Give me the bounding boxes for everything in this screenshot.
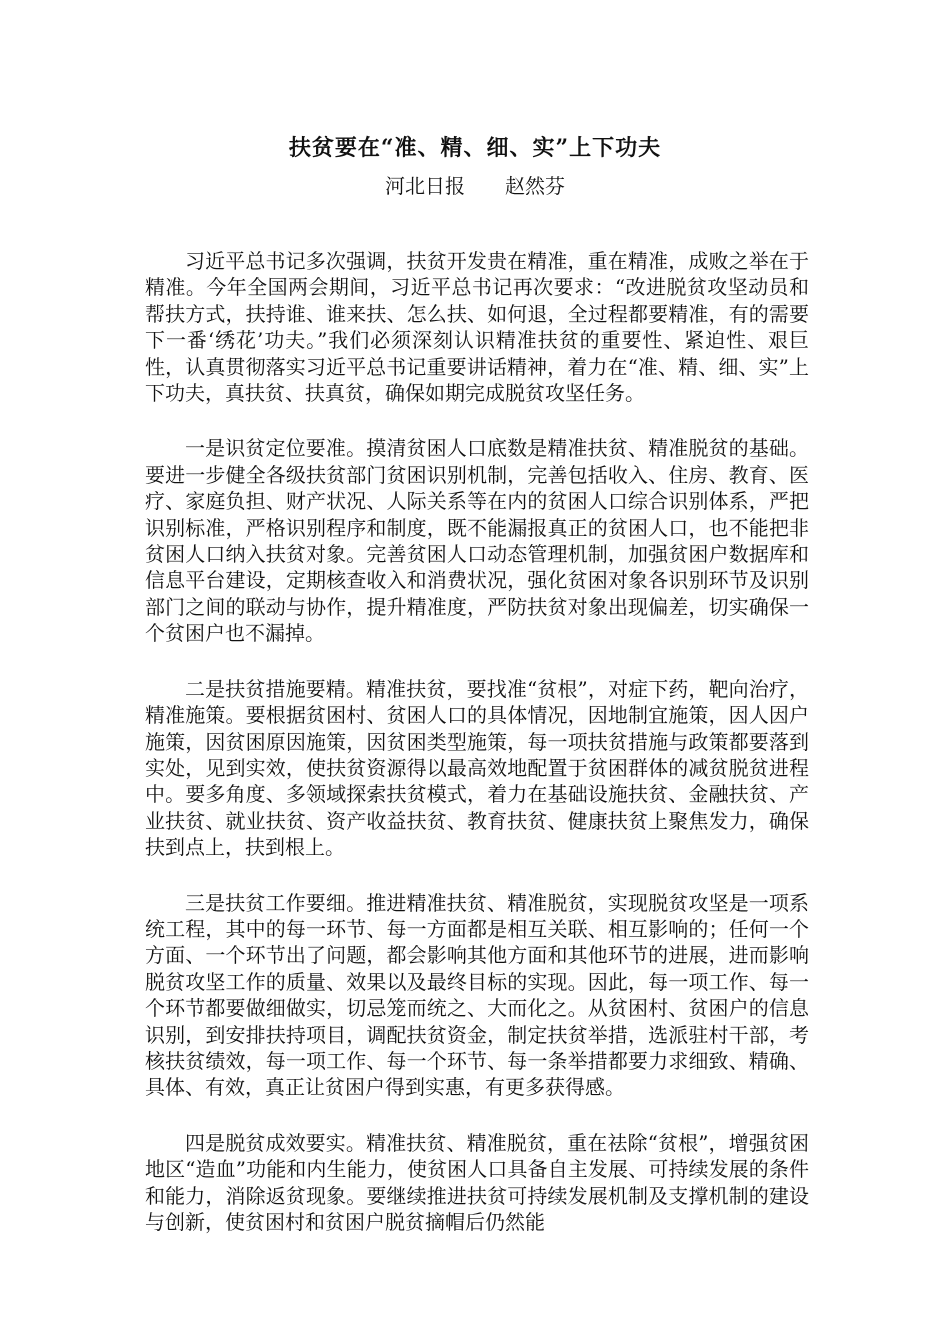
paragraph-intro: 习近平总书记多次强调，扶贫开发贵在精准，重在精准，成败之举在于精准。今年全国两会期间，习近平总书记再次要求：“改进脱贫攻坚动员和帮扶方式，扶持谁、谁来扶、怎么扶、如何退，全过程都要精准，有的需要下一番‘绣花’功夫。”我们必须深刻认识精准扶贫的重要性、紧迫性、艰巨性，认真贯彻落实习近平总书记重要讲话精神，着力在“准、精、细、实”上下功夫，真扶贫、扶真贫，确保如期完成脱贫攻坚任务。 <box>145 249 809 406</box>
article-title: 扶贫要在“准、精、细、实”上下功夫 <box>288 135 662 161</box>
author-name: 赵然芬 <box>505 174 565 198</box>
paragraph-point-3: 三是扶贫工作要细。推进精准扶贫、精准脱贫，实现脱贫攻坚是一项系统工程，其中的每一环节、每一方面都是相互关联、相互影响的；任何一个方面、一个环节出了问题，都会影响其他方面和其他环节的进展，进而影响脱贫攻坚工作的质量、效果以及最终目标的实现。因此，每一项工作、每一个环节都要做细做实，切忌笼而统之、大而化之。从贫困村、贫困户的信息识别，到安排扶持项目，调配扶贫资金，制定扶贫举措，选派驻村干部，考核扶贫绩效，每一项工作、每一个环节、每一条举措都要力求细致、精确、具体、有效，真正让贫困户得到实惠，有更多获得感。 <box>145 890 809 1100</box>
paragraph-point-2: 二是扶贫措施要精。精准扶贫，要找准“贫根”，对症下药，靶向治疗，精准施策。要根据贫困村、贫困人口的具体情况，因地制宜施策，因人因户施策，因贫困原因施策，因贫困类型施策，每一项扶贫措施与政策都要落到实处，见到实效，使扶贫资源得以最高效地配置于贫困群体的减贫脱贫进程中。要多角度、多领域探索扶贫模式，着力在基础设施扶贫、金融扶贫、产业扶贫、就业扶贫、资产收益扶贫、教育扶贫、健康扶贫上聚焦发力，确保扶到点上，扶到根上。 <box>145 676 809 860</box>
paragraph-point-4: 四是脱贫成效要实。精准扶贫、精准脱贫，重在祛除“贫根”，增强贫困地区“造血”功能和内生能力，使贫困人口具备自主发展、可持续发展的条件和能力，消除返贫现象。要继续推进扶贫可持续发展机制及支撑机制的建设与创新，使贫困村和贫困户脱贫摘帽后仍然能 <box>145 1130 809 1234</box>
source-name: 河北日报 <box>385 174 465 198</box>
byline <box>0 173 950 199</box>
paragraph-point-1: 一是识贫定位要准。摸清贫困人口底数是精准扶贫、精准脱贫的基础。要进一步健全各级扶贫部门贫困识别机制，完善包括收入、住房、教育、医疗、家庭负担、财产状况、人际关系等在内的贫困人口综合识别体系，严把识别标准，严格识别程序和制度，既不能漏报真正的贫困人口，也不能把非贫困人口纳入扶贫对象。完善贫困人口动态管理机制，加强贫困户数据库和信息平台建设，定期核查收入和消费状况，强化贫困对象各识别环节及识别部门之间的联动与协作，提升精准度，严防扶贫对象出现偏差，切实确保一个贫困户也不漏掉。 <box>145 436 809 646</box>
article-body <box>145 248 809 1264</box>
